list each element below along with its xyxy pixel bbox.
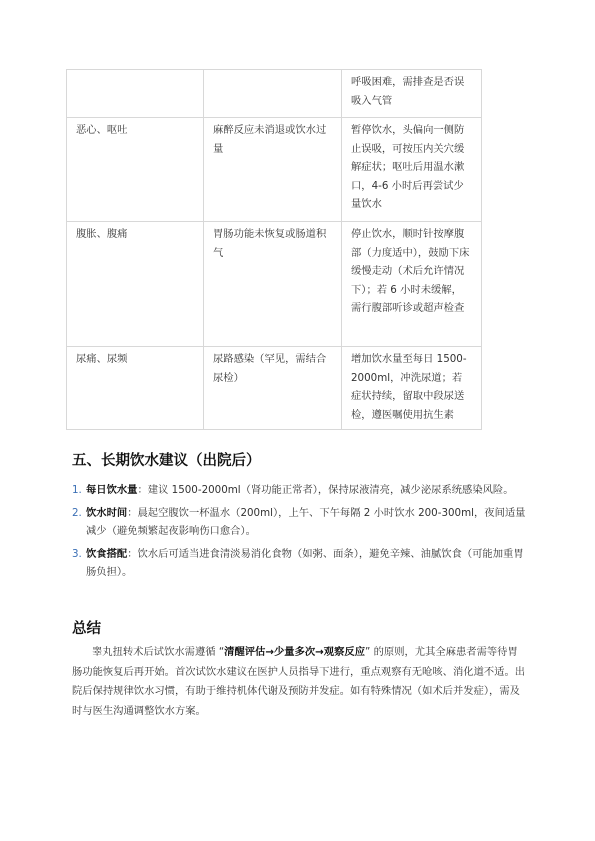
action-cell: 增加饮水量至每日 1500-2000ml，冲洗尿道；若症状持续，留取中段尿送检，遵医嘱使用抗生素 — [342, 347, 482, 430]
list-item — [72, 481, 532, 499]
symptom-cell: 尿痛、尿频 — [67, 347, 204, 430]
symptom-cell — [67, 70, 204, 118]
summary-paragraph — [72, 643, 527, 721]
item-text: ：饮水后可适当进食清淡易消化食物（如粥、面条），避免辛辣、油腻饮食（可能加重胃肠负担）。 — [86, 548, 524, 578]
cause-cell: 麻醉反应未消退或饮水过量 — [204, 118, 342, 222]
action-cell: 暂停饮水，头偏向一侧防止误吸，可按压内关穴缓解症状；呕吐后用温水漱口，4-6 小时后再尝试少量饮水 — [342, 118, 482, 222]
symptom-cell: 腹胀、腹痛 — [67, 222, 204, 347]
summary-heading: 总结 — [72, 621, 101, 637]
summary-principle: 清醒评估→少量多次→观察反应 — [224, 646, 365, 658]
list-number: 2. — [72, 507, 82, 519]
list-number: 3. — [72, 548, 82, 560]
list-item — [72, 545, 532, 581]
action-cell: 呼吸困难，需排查是否误吸入气管 — [342, 70, 482, 118]
cause-cell: 胃肠功能未恢复或肠道积气 — [204, 222, 342, 347]
summary-text-rest: ” 的原则，尤其全麻患者需等待胃肠功能恢复后再开始。首次试饮水建议在医护人员指导下进行，重点观察有无呛咳、消化道不适。出院后保持规律饮水习惯，有助于维持机体代谢及预防并发症。如有特殊情况（如术后并发症），需及时与医生沟通调整饮水方案。 — [72, 646, 526, 717]
item-label: 每日饮水量 — [86, 484, 138, 496]
item-text: ：建议 1500-2000ml（肾功能正常者），保持尿液清亮，减少泌尿系统感染风险。 — [137, 484, 514, 496]
table-row — [67, 70, 482, 118]
symptom-cell: 恶心、呕吐 — [67, 118, 204, 222]
summary-text-start: 睾丸扭转术后试饮水需遵循 “ — [92, 646, 225, 658]
table-row — [67, 118, 482, 222]
table-row — [67, 347, 482, 430]
section-heading: 五、长期饮水建议（出院后） — [72, 453, 261, 469]
item-text: ：晨起空腹饮一杯温水（200ml），上午、下午每隔 2 小时饮水 200-300ml，夜间适量减少（避免频繁起夜影响伤口愈合）。 — [86, 507, 526, 537]
cause-cell: 尿路感染（罕见，需结合尿检） — [204, 347, 342, 430]
action-cell: 停止饮水，顺时针按摩腹部（力度适中），鼓励下床缓慢走动（术后允许情况下）；若 6 小时未缓解，需行腹部听诊或超声检查 — [342, 222, 482, 347]
table-row — [67, 222, 482, 347]
advice-list — [72, 481, 532, 586]
item-label: 饮食搭配 — [86, 548, 128, 560]
symptom-table — [66, 69, 482, 430]
item-label: 饮水时间 — [86, 507, 128, 519]
list-number: 1. — [72, 484, 82, 496]
list-item — [72, 504, 532, 540]
cause-cell — [204, 70, 342, 118]
